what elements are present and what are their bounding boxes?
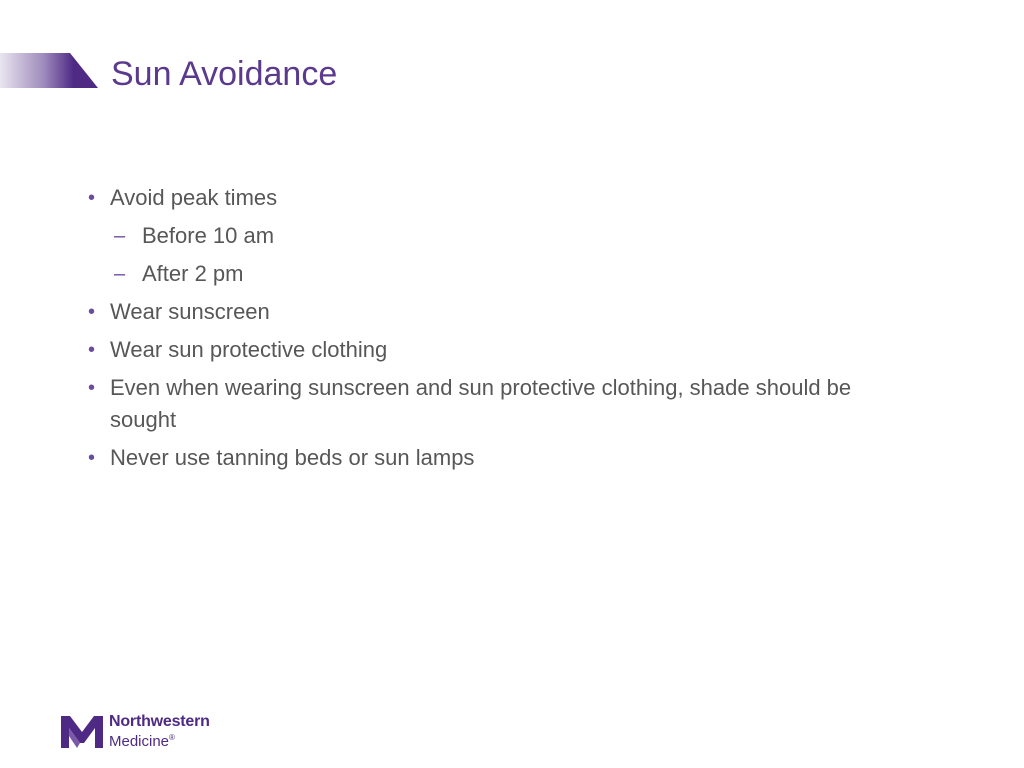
list-item-text: Wear sun protective clothing [110, 337, 388, 362]
list-item [88, 296, 908, 328]
list-item-text: Avoid peak times [110, 185, 278, 210]
bullet-marker: • [88, 339, 96, 361]
slide-title: Sun Avoidance [111, 55, 338, 93]
sub-list-item-text: After 2 pm [142, 261, 244, 286]
northwestern-medicine-logo [61, 714, 210, 750]
bullet-marker: • [88, 301, 96, 323]
registered-mark: ® [169, 733, 175, 742]
sub-list-item [88, 258, 908, 290]
sub-list-item [88, 220, 908, 252]
list-item [88, 372, 908, 436]
dash-marker: – [114, 225, 126, 247]
list-item [88, 182, 908, 214]
bullet-marker: • [88, 447, 96, 469]
list-item-text: Even when wearing sunscreen and sun protective clothing, shade should be sought [110, 375, 852, 432]
list-item [88, 334, 908, 366]
logo-name: Northwestern [109, 713, 210, 730]
bullet-list [88, 182, 908, 480]
list-item [88, 442, 908, 474]
northwestern-medicine-logo-icon [61, 716, 103, 748]
bullet-marker: • [88, 187, 96, 209]
list-item-text: Wear sunscreen [110, 299, 270, 324]
logo-subtitle: Medicine [109, 733, 170, 750]
title-accent-bar [0, 53, 98, 88]
list-item-text: Never use tanning beds or sun lamps [110, 445, 475, 470]
bullet-marker: • [88, 377, 96, 399]
dash-marker: – [114, 263, 126, 285]
sub-list-item-text: Before 10 am [142, 223, 275, 248]
